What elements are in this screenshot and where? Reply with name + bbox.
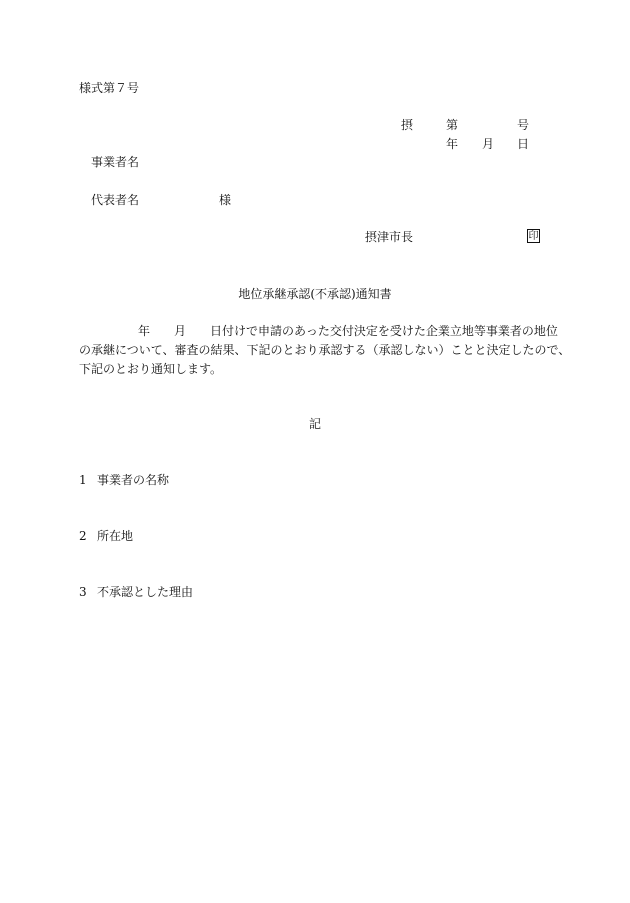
date-month: 月	[482, 137, 495, 151]
doc-number-go: 号	[517, 118, 530, 132]
list-item-label: 所在地	[97, 529, 134, 543]
issuer-title: 摂津市長	[365, 230, 414, 244]
recipient-representative-label: 代表者名	[91, 193, 140, 207]
body-year: 年	[138, 324, 151, 338]
document-title-text: 地位承継承認(不承認)通知書	[238, 287, 392, 301]
seal-stamp: 印	[528, 231, 539, 242]
recipient-honorific: 様	[219, 193, 232, 207]
list-item-number: 2	[79, 529, 87, 543]
document-title	[0, 286, 630, 302]
date-day: 日	[517, 137, 530, 151]
body-month: 月	[174, 324, 187, 338]
body-line-1-text: 日付けで申請のあった交付決定を受けた企業立地等事業者の地位	[210, 324, 558, 338]
date-year: 年	[446, 137, 459, 151]
list-item	[79, 584, 193, 600]
body-line-3: 下記のとおり通知します。	[79, 362, 223, 376]
list-item	[79, 528, 133, 544]
list-item-number: 1	[79, 473, 87, 487]
body-line-2: の承継について、審査の結果、下記のとおり承認する（承認しない）ことと決定したので、	[79, 343, 571, 357]
list-item-label: 事業者の名称	[97, 473, 170, 487]
form-number: 様式第７号	[79, 81, 140, 95]
doc-number-prefix: 摂	[401, 118, 414, 132]
list-item-number: 3	[79, 585, 87, 599]
ki-heading: 記	[308, 417, 321, 431]
list-item-label: 不承認とした理由	[97, 585, 194, 599]
list-item	[79, 472, 169, 488]
recipient-company-label: 事業者名	[91, 155, 140, 169]
doc-number-dai: 第	[446, 118, 459, 132]
